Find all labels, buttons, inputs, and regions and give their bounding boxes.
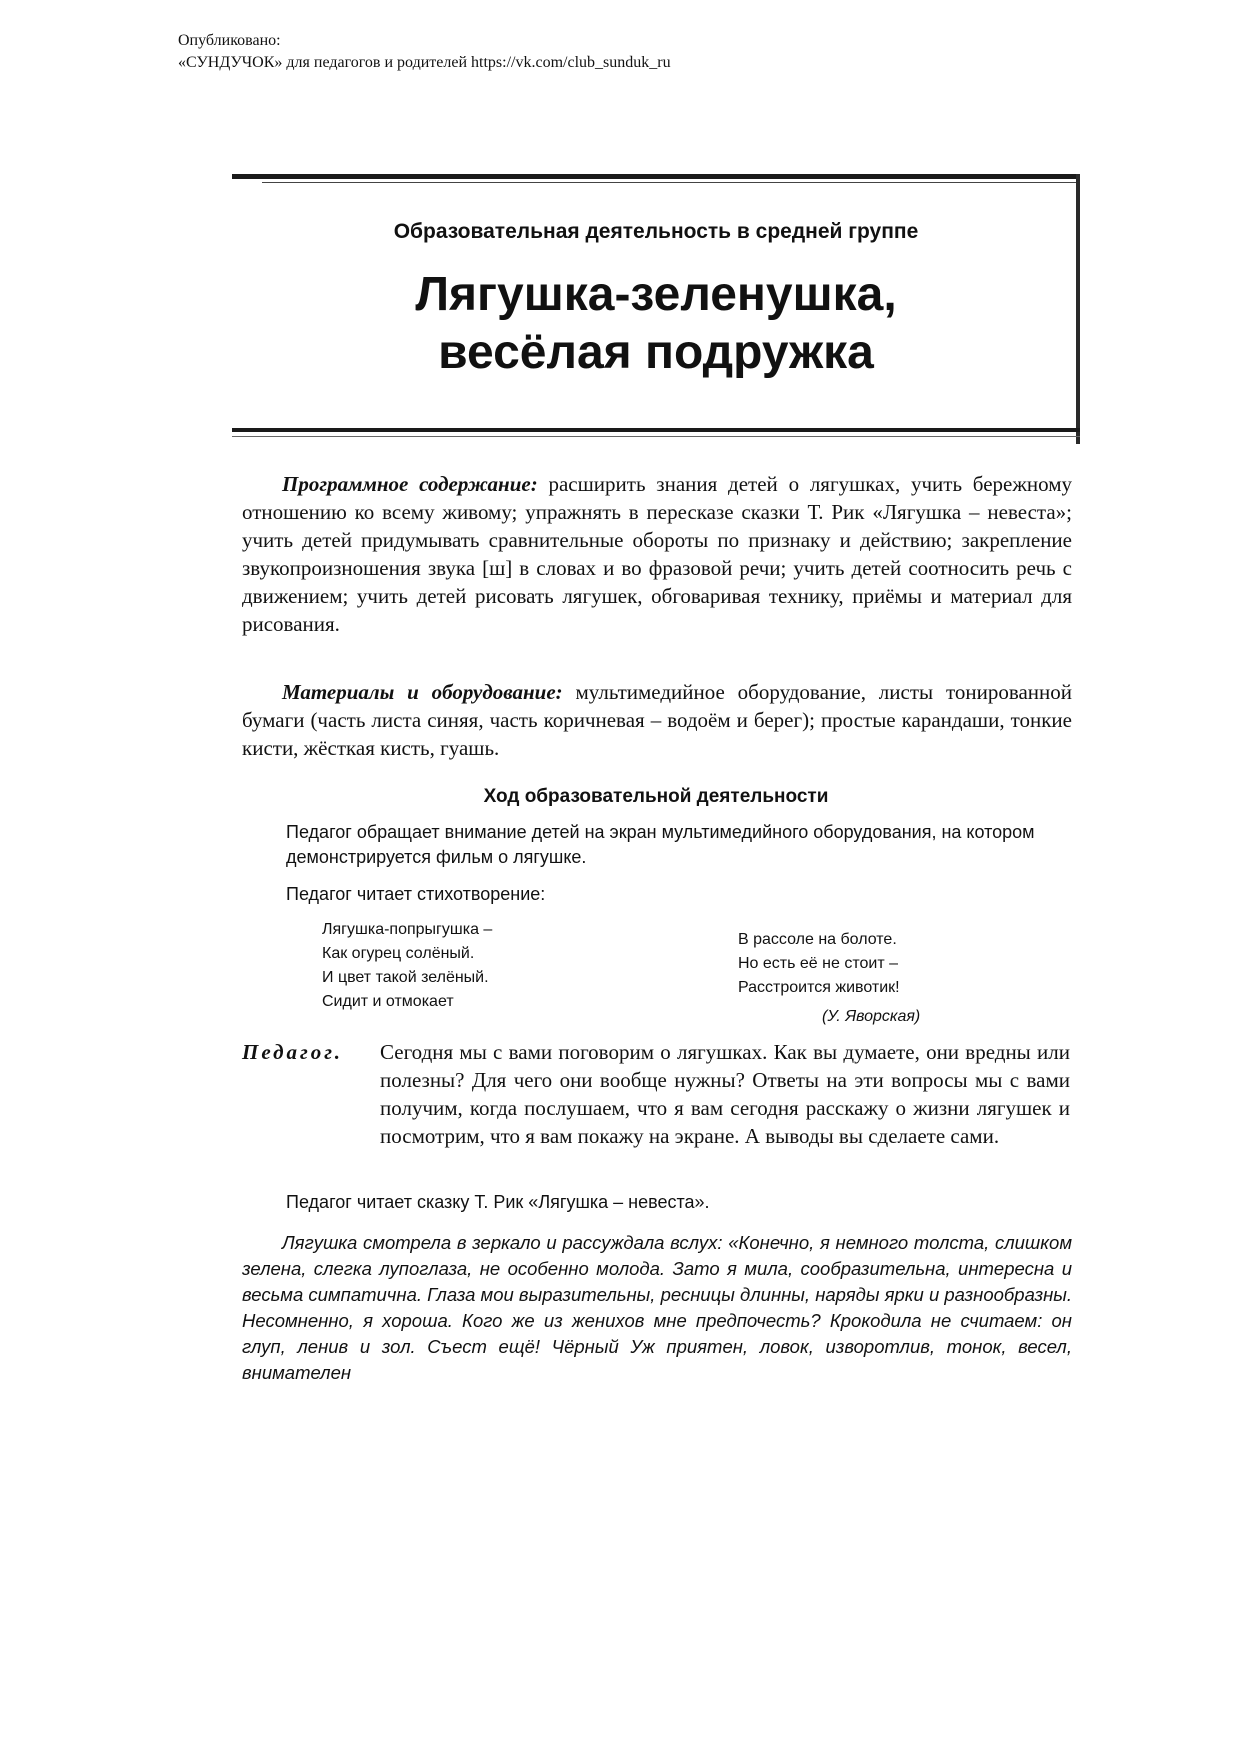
poem-line: В рассоле на болоте. <box>738 931 897 948</box>
poem-line: Лягушка-попрыгушка – <box>322 921 493 938</box>
reads-poem-line: Педагог читает стихотворение: <box>286 884 546 904</box>
poem-line: Как огурец солёный. <box>322 945 475 962</box>
materials-label: Материалы и оборудование: <box>282 680 563 704</box>
program-paragraph <box>242 470 1072 638</box>
program-section <box>242 470 1072 638</box>
article-title <box>232 266 1080 382</box>
intro-paragraph: Педагог обращает внимание детей на экран мультимедийного оборудования, на котором демонстрируется фильм о лягушке. <box>286 822 1035 867</box>
article-subtitle: Образовательная деятельность в средней группе <box>393 220 919 243</box>
materials-section <box>242 678 1072 762</box>
published-note <box>178 30 671 74</box>
speech-text: Сегодня мы с вами поговорим о лягушках. Как вы думаете, они вредны или полезны? Для чего они вообще нужны? Ответы на эти вопросы мы с вами получим, когда послушаем, что я вам сегодня расскажу о жизни лягушек и посмотрим, что я вам покажу на экране. А выводы вы сделаете сами. <box>380 1040 1070 1148</box>
title-line-1: Лягушка-зеленушка, <box>415 268 897 321</box>
top-rule <box>232 174 1080 179</box>
program-label: Программное содержание: <box>282 472 538 496</box>
poem-left-column <box>322 918 492 1014</box>
poem-line: Расстроится животик! <box>738 979 900 996</box>
mid-rule <box>232 428 1080 432</box>
materials-paragraph <box>242 678 1072 762</box>
poem-line: И цвет такой зелёный. <box>322 969 489 986</box>
poem-right-column <box>738 928 900 1000</box>
poem-author: (У. Яворская) <box>822 1008 921 1025</box>
materials-text: мультимедийное оборудование, листы тонированной бумаги (часть листа синяя, часть коричневая – водоём и берег); простые карандаши, тонкие кисти, жёсткая кисть, гуашь. <box>242 680 1072 760</box>
tale-text: Лягушка смотрела в зеркало и рассуждала вслух: «Конечно, я немного толста, слишком зелена, слегка лупоглаза, не особенно молода. Зато я мила, сообразительна, интересна и весьма симпатична. Глаза мои выразительны, ресницы длинны, наряды ярки и разнообразны. Несомненно, я хороша. Кого же из женихов мне предпочесть? Крокодила не считаем: он глуп, ленив и зол. Съест ещё! Чёрный Уж приятен, ловок, изворотлив, тонок, весел, внимателен <box>242 1232 1073 1383</box>
mid-rule-thin <box>232 436 1080 437</box>
poem-line: Но есть её не стоит – <box>738 955 898 972</box>
speaker-label: Педагог. <box>242 1040 344 1064</box>
article-page <box>232 170 1080 1460</box>
poem-line: Сидит и отмокает <box>322 993 454 1010</box>
top-rule-thin <box>262 182 1080 183</box>
section-heading: Ход образовательной деятельности <box>483 786 829 807</box>
reads-tale-line: Педагог читает сказку Т. Рик «Лягушка – невеста». <box>286 1192 710 1212</box>
published-source: «СУНДУЧОК» для педагогов и родителей https://vk.com/club_sunduk_ru <box>178 54 671 71</box>
title-line-2: весёлая подружка <box>438 326 874 379</box>
published-label: Опубликовано: <box>178 32 281 49</box>
program-text: расширить знания детей о лягушках, учить бережному отношению ко всему живому; упражнять в пересказе сказки Т. Рик «Лягушка – невеста»; учить детей придумывать сравнительные обороты по признаку и действию; закрепление звукопроизношения звука [ш] в словах и во фразовой речи; учить детей соотносить речь с движением; учить детей рисовать лягушек, обговаривая технику, приёмы и материал для рисования. <box>242 472 1072 636</box>
